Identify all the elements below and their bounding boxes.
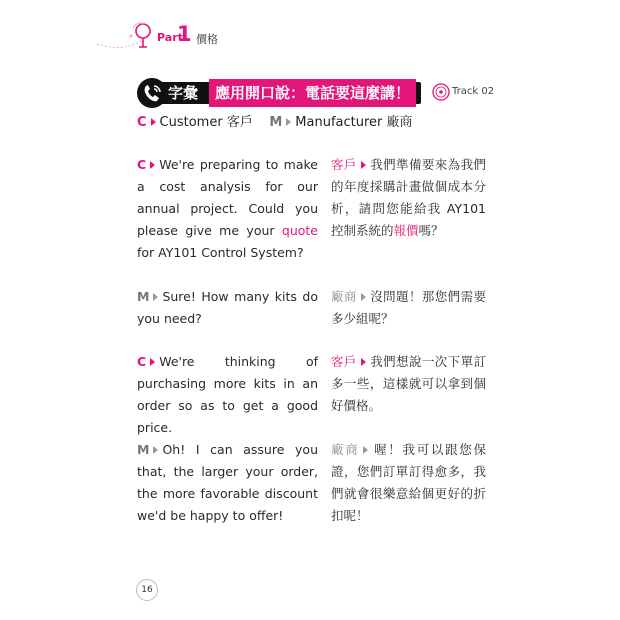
triangle-icon xyxy=(363,446,368,454)
chapter-title: 價格 xyxy=(196,33,218,46)
speaker-c-name: Customer 客戶 xyxy=(159,115,253,130)
vocab-highlight: 報價 xyxy=(393,223,419,238)
track-label: Track 02 xyxy=(452,86,495,97)
dialogue-text: Sure! How many kits do you need? xyxy=(137,289,318,326)
dialogue-text: 沒問題！那您們需要多少組呢？ xyxy=(331,289,486,326)
speaker-c-letter: C xyxy=(137,115,147,130)
part-label: Part xyxy=(157,31,183,44)
dialogue-text: 我們準備要來為我們的年度採購計畫做個成本分析，請問您能給我 AY101 控制系統的 xyxy=(331,157,486,238)
section-banner xyxy=(137,78,421,108)
dialogue-text: for AY101 Control System? xyxy=(137,245,304,260)
dialogue-text: 喔！我可以跟您保證，您們訂單訂得愈多，我們就會很樂意給個更好的折扣呢！ xyxy=(331,442,486,523)
speaker-m-name: Manufacturer 廠商 xyxy=(295,115,413,130)
banner-label: 字彙 xyxy=(168,84,199,102)
dialogue-2-english xyxy=(137,286,318,330)
triangle-icon xyxy=(361,358,366,366)
cd-disc-icon xyxy=(432,83,450,101)
dialogue-text: 嗎？ xyxy=(418,223,444,238)
dialogue-text: We're preparing to make a cost analysis for our annual project. Could you please give me your xyxy=(137,157,318,238)
dialogue-4-chinese xyxy=(331,439,486,527)
dialogue-speaker: 客戶 xyxy=(331,157,357,172)
speaker-m-letter: M xyxy=(269,115,283,130)
triangle-icon xyxy=(150,358,155,366)
page-number: 16 xyxy=(136,579,158,601)
dialogue-1-chinese xyxy=(331,154,486,242)
dialogue-speaker: C xyxy=(137,354,147,369)
triangle-icon xyxy=(153,293,158,301)
dialogue-text: We're thinking of purchasing more kits in an order so as to get a good price. xyxy=(137,354,318,435)
dialogue-2-chinese xyxy=(331,286,486,330)
part-number: 1 xyxy=(177,22,192,46)
speaker-legend xyxy=(137,111,413,130)
triangle-icon xyxy=(153,446,158,454)
banner-title: 應用開口說：電話要這麼講！ xyxy=(209,79,416,107)
triangle-icon xyxy=(361,161,366,169)
dialogue-1-english xyxy=(137,154,318,264)
dialogue-text: Oh! I can assure you that, the larger your order, the more favorable discount we'd be happy to offer! xyxy=(137,442,318,523)
dialogue-text: 我們想說一次下單訂多一些，這樣就可以拿到個好價格。 xyxy=(331,354,486,413)
dialogue-speaker: C xyxy=(137,157,147,172)
dialogue-speaker: 廠商 xyxy=(331,289,357,304)
dialogue-speaker: M xyxy=(137,289,150,304)
vocab-highlight: quote xyxy=(281,223,318,238)
triangle-icon xyxy=(151,118,156,126)
triangle-icon xyxy=(150,161,155,169)
triangle-icon xyxy=(361,293,366,301)
dialogue-speaker: 客戶 xyxy=(331,354,357,369)
audio-track[interactable] xyxy=(432,83,495,101)
triangle-icon xyxy=(286,118,291,126)
dialogue-4-english xyxy=(137,439,318,527)
dialogue-3-english xyxy=(137,351,318,439)
dialogue-speaker: M xyxy=(137,442,150,457)
dialogue-3-chinese xyxy=(331,351,486,417)
phone-handset-icon xyxy=(137,78,167,108)
dialogue-speaker: 廠商 xyxy=(331,442,360,457)
